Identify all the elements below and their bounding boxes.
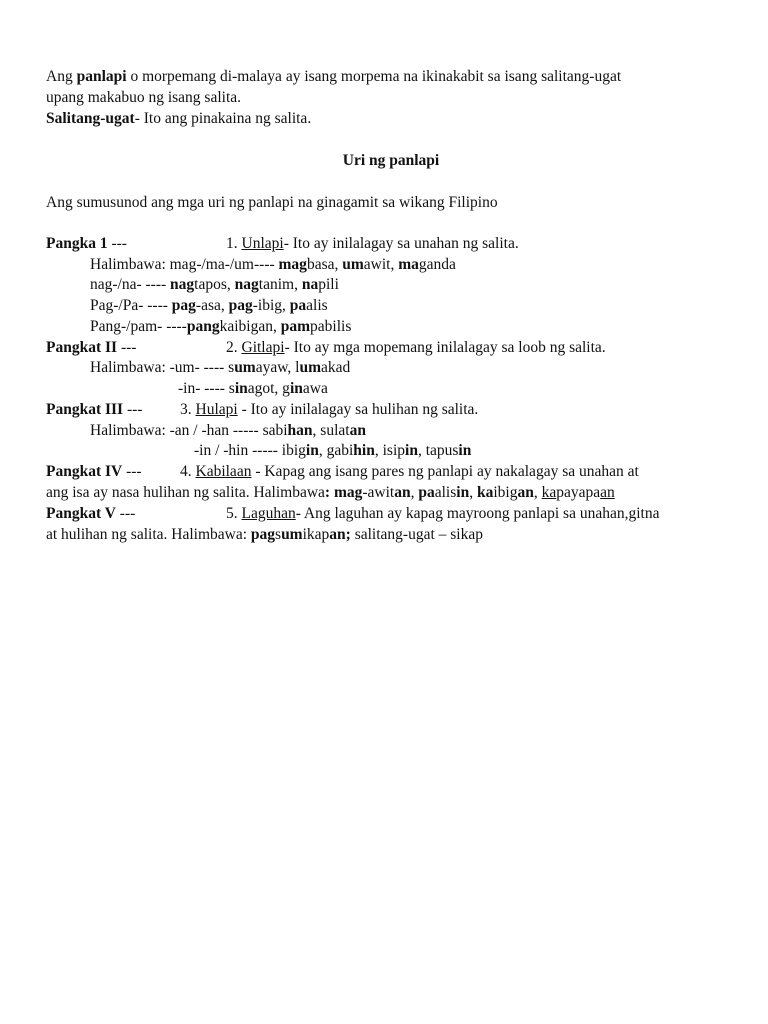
group-2-example-1: Halimbawa: -um- ---- sumayaw, lumakad (90, 359, 351, 376)
group-5-line-2: at hulihan ng salita. Halimbawa: pagsumikapan; salitang-ugat – sikap (46, 526, 483, 543)
salitang-ugat-definition: Salitang-ugat- Ito ang pinakaina ng salita. (46, 110, 312, 127)
group-4-heading: Pangkat IV --- 4. Kabilaan - Kapag ang isang pares ng panlapi ay nakalagay sa unahan at (46, 463, 639, 480)
section-title: Uri ng panlapi (342, 152, 440, 169)
term-salitang-ugat: Salitang-ugat (46, 110, 135, 127)
group-3-heading: Pangkat III --- 3. Hulapi - Ito ay inilalagay sa hulihan ng salita. (46, 401, 479, 418)
intro-paragraph-line-1: Ang panlapi o morpemang di-malaya ay isang morpema na ikinakabit sa isang salitang-ugat (46, 68, 622, 85)
group-1-example-1: Halimbawa: mag-/ma-/um---- magbasa, umawit, maganda (90, 256, 456, 273)
term-panlapi: panlapi (76, 68, 127, 85)
group-5-heading: Pangkat V --- 5. Laguhan- Ang laguhan ay kapag mayroong panlapi sa unahan,gitna (46, 505, 660, 522)
lead-sentence: Ang sumusunod ang mga uri ng panlapi na ginagamit sa wikang Filipino (46, 194, 498, 211)
group-1-example-3: Pag-/Pa- ---- pag-asa, pag-ibig, paalis (90, 297, 328, 314)
term-laguhan: Laguhan (241, 505, 296, 522)
term-gitlapi: Gitlapi (241, 339, 285, 356)
group-2-heading: Pangkat II --- 2. Gitlapi- Ito ay mga mopemang inilalagay sa loob ng salita. (46, 339, 606, 356)
group-4-line-2: ang isa ay nasa hulihan ng salita. Halimbawa: mag-awitan, paalisin, kaibigan, kapayapaan (46, 484, 615, 501)
term-kabilaan: Kabilaan (195, 463, 252, 480)
intro-paragraph-line-2: upang makabuo ng isang salita. (46, 89, 241, 106)
group-1-example-4: Pang-/pam- ----pangkaibigan, pampabilis (90, 318, 352, 335)
group-1-heading: Pangka 1 --- 1. Unlapi- Ito ay inilalagay sa unahan ng salita. (46, 235, 519, 252)
term-hulapi: Hulapi (195, 401, 238, 418)
group-3-example-2: -in / -hin ----- ibigin, gabihin, isipin, tapusin (194, 442, 472, 459)
group-2-example-2: -in- ---- sinagot, ginawa (178, 380, 328, 397)
term-unlapi: Unlapi (241, 235, 284, 252)
group-1-example-2: nag-/na- ---- nagtapos, nagtanim, napili (90, 276, 339, 293)
group-3-example-1: Halimbawa: -an / -han ----- sabihan, sulatan (90, 422, 366, 439)
